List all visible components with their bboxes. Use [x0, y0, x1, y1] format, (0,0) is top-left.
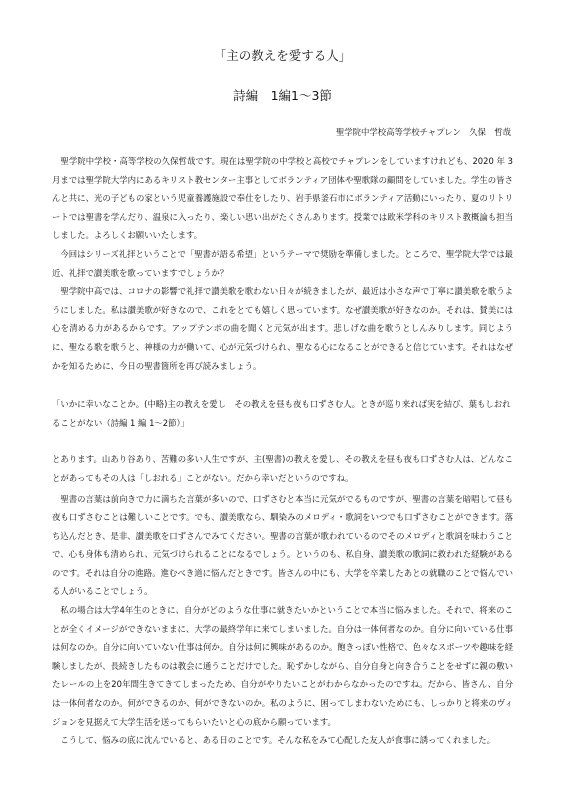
paragraph-introduction: 聖学院中学校・高等学校の久保哲哉です。現在は聖学院の中学校と高校でチャプレンをしていますけれども、2020 年 3 月までは聖学院大学内にあるキリスト教センター主事としてボランティア団体や聖歌隊の顧問をしていました。学生の皆さんと共に、光の子どもの家という児童養護施設で奉仕をしたり、岩手県釜石市にボランティア活動にいったり、夏のリトリートでは聖書を学んだり、温泉に入ったり、楽しい思い出がたくさんあります。授業では欧米学科のキリスト教概論も担当しました。よろしくお願いいたします。: [52, 156, 513, 241]
paragraph-hymns: 聖学院中高では、コロナの影響で礼拝で讃美歌を歌わない日々が続きましたが、最近は小さな声で丁寧に讃美歌を歌うようにしました。私は讃美歌が好きなので、これをとても嬉しく思っています。なぜ讃美歌が好きなのか。それは、賛美には心を清める力があるからです。アップテンポの曲を聞くと元気が出ます。悲しげな曲を歌うとしんみりします。同じように、聖なる歌を歌うと、神様の力が働いて、心が元気づけられ、聖なる心になることができると信じています。それはなぜかを知るために、今日の聖書箇所を再び読みましょう。: [52, 286, 513, 371]
paragraph-series-theme: 今回はシリーズ礼拝ということで「聖書が語る希望」というテーマで奨励を準備しました。ところで、聖学院大学では最近、礼拝で讃美歌を歌っていますでしょうか？: [52, 248, 513, 278]
document-title: 「主の教えを愛する人」: [213, 48, 352, 63]
author-line: 聖学院中学校高等学校チャプレン 久保 哲哉: [335, 127, 511, 137]
paragraph-quote-commentary: とあります。山あり谷あり、苦難の多い人生ですが、主(聖書)の教えを愛し、その教えを昼も夜も口ずさむ人は、どんなことがあってもその人は「しおれる」ことがない。だから幸いだというのですね。: [52, 454, 513, 483]
scripture-reference: 詩編 1編1～3節: [233, 88, 332, 103]
paragraph-friend-invitation: こうして、悩みの底に沈んでいると、ある日のことです。そんな私をみて心配した友人が食事に誘ってくれました。: [60, 735, 496, 746]
paragraph-career-worries: 私の場合は大学4年生のときに、自分がどのような仕事に就きたいかということで本当に悩みました。それで、将来のことが全くイメージができないままに、大学の最終学年に来てしまいました。自分は一体何者なのか。自分に向いている仕事は何なのか。自分に向いていない仕事は何か。自分は何に興味があるのか。飽きっぽい性格で、色々なスポーツや趣味を経験しましたが、長続きしたものは教会に通うことだけでした。恥ずかしながら、自分自身と向き合うことをせずに親の敷いたレールの上を20年間生きてきてしまったため、自分がやりたいことがわからなかったのですね。だから、皆さん、自分は一体何者なのか。何ができるのか、何ができないのか。私のように、困ってしまわないためにも、しっかりと将来のヴィジョンを見据えて大学生活を送ってもらいたいと心の底から願っています。: [52, 605, 513, 727]
scripture-quote: 「いかに幸いなことか。(中略)主の教えを愛し その教えを昼も夜も口ずさむ人。ときが巡り来れば実を結び、葉もしおれることがない（詩編 1 編 1～2節）」: [52, 399, 511, 428]
paragraph-scripture-words: 聖書の言葉は前向きで力に満ちた言葉が多いので、口ずさむと本当に元気がでるものですが、聖書の言葉を暗唱して昼も夜も口ずさむことは難しいことです。でも、讃美歌なら、馴染みのメロディ・歌詞をいつでも口ずさむことができます。落ち込んだとき、是非、讃美歌を口ずさんでみてください。聖書の言葉が歌われているのでそのメロディと歌詞を味わうことで、心も身体も清められ、元気づけられることになるでしょう。というのも、私自身、讃美歌の歌詞に救われた経験があるのです。それは自分の進路。進むべき道に悩んだときです。皆さんの中にも、大学を卒業したあとの就職のことで悩んでいる人がいることでしょう。: [52, 493, 513, 597]
